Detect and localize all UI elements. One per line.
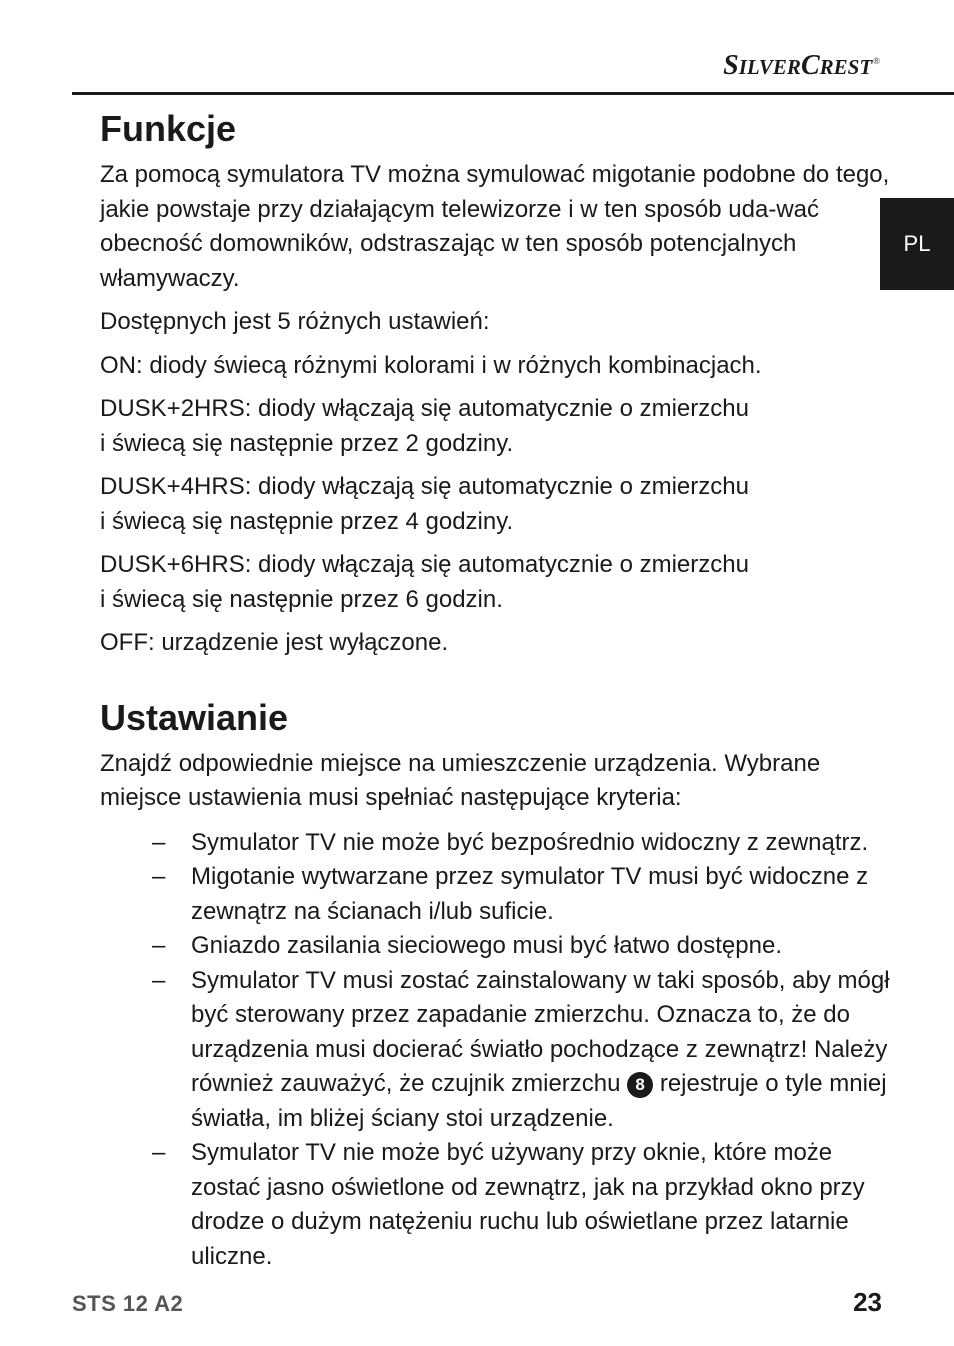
list-item-text: Migotanie wytwarzane przez symulator TV musi być widoczne z zewnątrz na ścianach i/lub suficie. bbox=[191, 863, 869, 925]
header-rule bbox=[72, 92, 954, 95]
paragraph: Za pomocą symulatora TV można symulować migotanie podobne do tego, jakie powstaje przy działającym telewizorze i w ten sposób uda-wać obecność domowników, odstraszając w ten sposób potencjalnych włamywaczy. bbox=[100, 161, 890, 292]
language-label: PL bbox=[903, 231, 931, 256]
brand-text: ILVER bbox=[738, 55, 801, 79]
list-item-text: Symulator TV nie może być bezpośrednio widoczny z zewnątrz. bbox=[191, 828, 869, 856]
list-item-text: Symulator TV musi zostać zainstalowany w taki sposób, aby mógł być sterowany przez zapadanie zmierzchu. Oznacza to, że do urządzenia musi docierać światło pochodzące z zewnątrz! Należy również zauważyć, że czujnik zmierzchu bbox=[191, 966, 890, 1097]
brand-letter: S bbox=[723, 50, 739, 81]
paragraph: DUSK+4HRS: diody włączają się automatycznie o zmierzchu i świecą się następnie przez 4 godziny. bbox=[100, 473, 749, 535]
brand-text: REST bbox=[819, 55, 873, 79]
list-item bbox=[100, 860, 890, 929]
paragraph: Znajdź odpowiednie miejsce na umieszczenie urządzenia. Wybrane miejsce ustawienia musi spełniać następujące kryteria: bbox=[100, 749, 821, 811]
dash-marker: – bbox=[152, 828, 166, 856]
footer-model: STS 12 A2 bbox=[72, 1291, 184, 1316]
paragraph: OFF: urządzenie jest wyłączone. bbox=[100, 629, 449, 656]
list-item bbox=[100, 929, 890, 964]
brand-letter: C bbox=[800, 50, 820, 81]
paragraph: DUSK+2HRS: diody włączają się automatycznie o zmierzchu i świecą się następnie przez 2 godziny. bbox=[100, 395, 749, 457]
paragraph: DUSK+6HRS: diody włączają się automatycznie o zmierzchu i świecą się następnie przez 6 godzin. bbox=[100, 551, 749, 613]
criteria-list bbox=[100, 826, 890, 1275]
list-item bbox=[100, 964, 890, 1137]
list-item-text: Gniazdo zasilania sieciowego musi być łatwo dostępne. bbox=[191, 932, 782, 959]
dash-marker: – bbox=[152, 863, 166, 890]
registered-mark: ® bbox=[873, 55, 880, 66]
list-item bbox=[100, 1136, 890, 1274]
list-item-text: Symulator TV nie może być używany przy oknie, które może zostać jasno oświetlone od zewnątrz, jak na przykład okno przy drodze o dużym natężeniu ruchu lub oświetlane przez latarnie uliczne. bbox=[191, 1139, 865, 1270]
language-tab bbox=[880, 198, 954, 290]
page-number: 23 bbox=[853, 1287, 882, 1317]
dash-marker: – bbox=[152, 932, 166, 959]
paragraph: ON: diody świecą różnymi kolorami i w różnych kombinacjach. bbox=[100, 351, 762, 379]
dash-marker: – bbox=[152, 1139, 166, 1166]
section-heading-ustawianie: Ustawianie bbox=[100, 696, 289, 738]
page-content bbox=[100, 106, 890, 1274]
list-item bbox=[100, 826, 890, 861]
list-item-text: rejestruje o tyle mniej światła, im bliżej ściany stoi urządzenie. bbox=[191, 1070, 887, 1132]
brand-logo bbox=[723, 50, 880, 82]
dash-marker: – bbox=[152, 966, 166, 994]
section-heading-funkcje: Funkcje bbox=[100, 108, 237, 149]
paragraph: Dostępnych jest 5 różnych ustawień: bbox=[100, 308, 490, 335]
part-number-8-icon: 8 bbox=[627, 1072, 653, 1098]
